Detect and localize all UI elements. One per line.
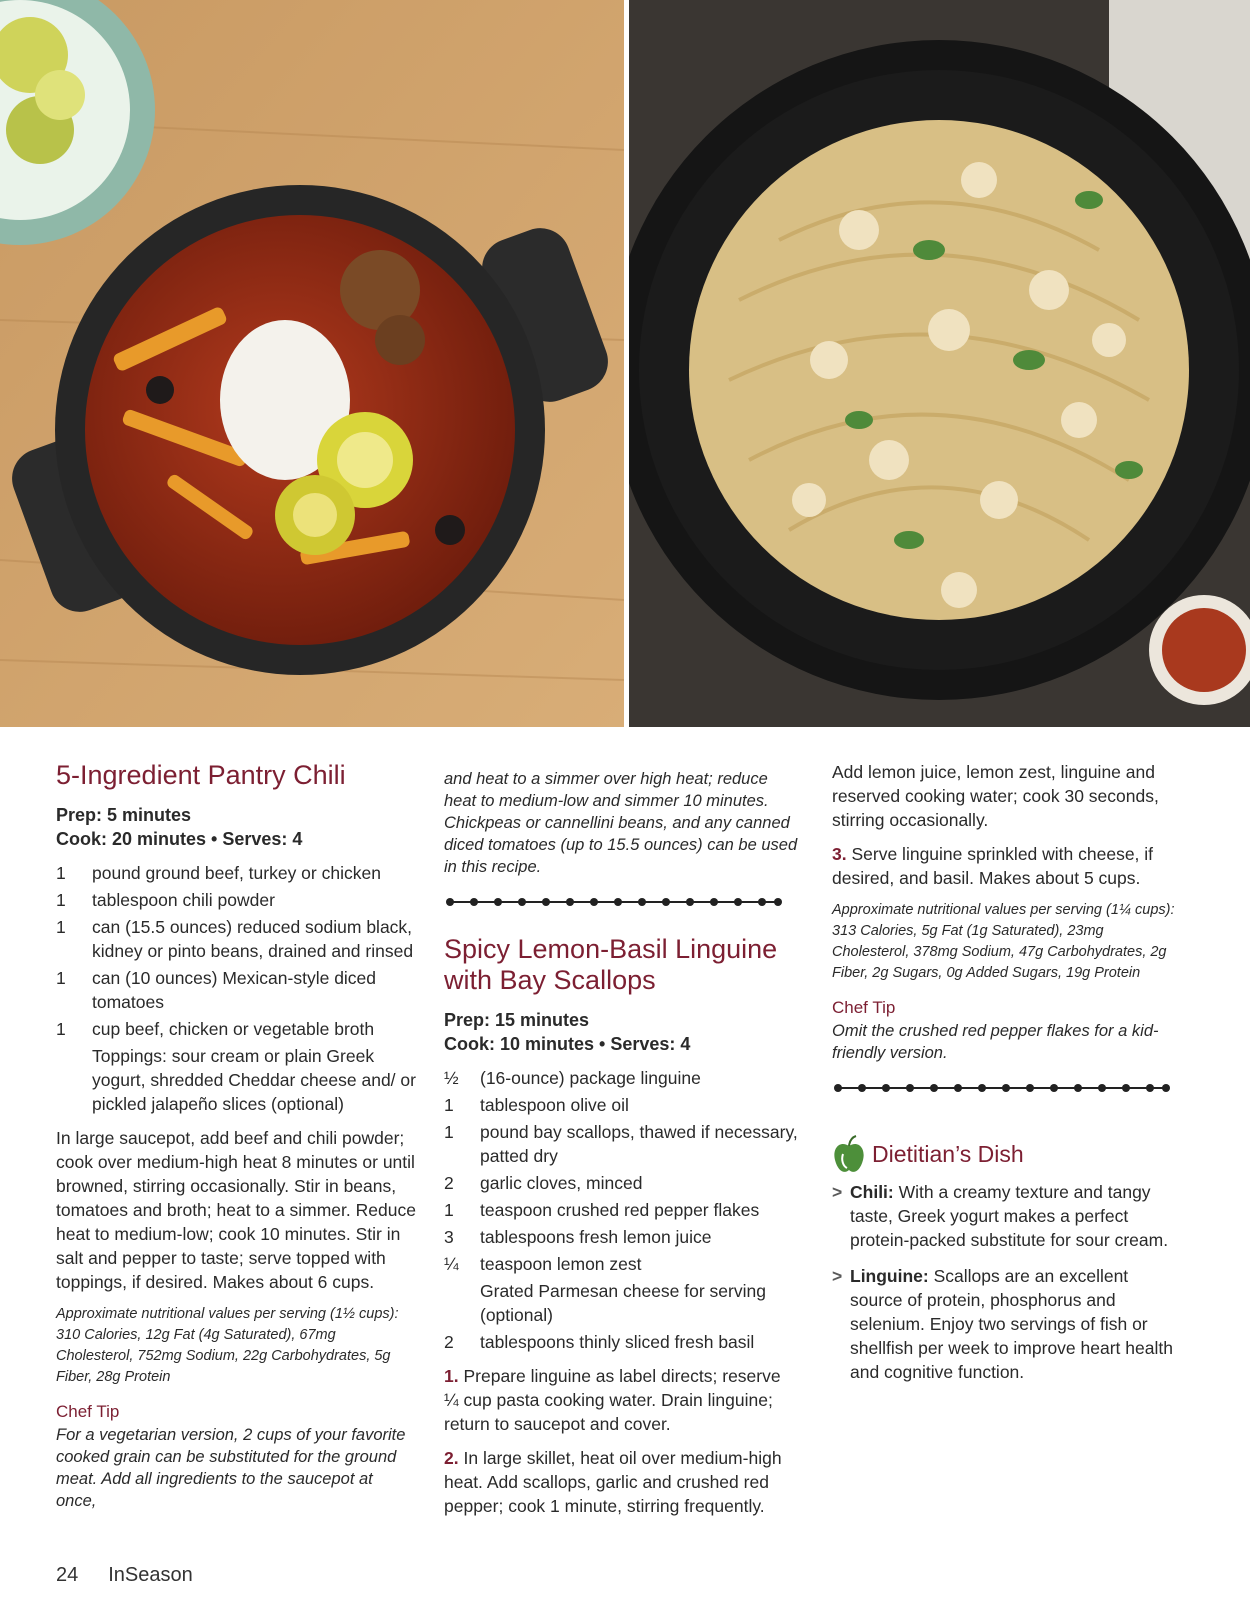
dietitian-header xyxy=(832,1134,1182,1174)
ingredient-qty: 2 xyxy=(444,1332,454,1352)
step-number: 3. xyxy=(832,844,847,864)
ingredient-qty xyxy=(444,1279,480,1327)
chili-cook: Cook: 20 minutes • Serves: 4 xyxy=(56,829,303,849)
chili-prep: Prep: 5 minutes xyxy=(56,805,192,825)
ingredient-row xyxy=(444,1279,799,1327)
step-number: 2. xyxy=(444,1448,459,1468)
linguine-tip: Omit the crushed red pepper flakes for a kid-friendly version. xyxy=(832,1022,1159,1062)
ingredient-text: Grated Parmesan cheese for serving (optional) xyxy=(480,1281,766,1325)
linguine-column xyxy=(444,768,799,1518)
ingredient-qty xyxy=(56,1044,92,1116)
linguine-step-2-continued: Add lemon juice, lemon zest, linguine and reserved cooking water; cook 30 seconds, stirring occasionally. xyxy=(832,762,1159,830)
ingredient-qty: ½ xyxy=(444,1068,459,1088)
chili-column xyxy=(56,760,416,1512)
ingredient-row xyxy=(56,1017,416,1041)
ingredient-row xyxy=(444,1066,799,1090)
chili-ingredients xyxy=(56,861,416,1116)
magazine-name: InSeason xyxy=(108,1564,193,1586)
page-number: 24 xyxy=(56,1564,79,1586)
ingredient-row xyxy=(444,1120,799,1168)
ingredient-qty: 3 xyxy=(444,1227,454,1247)
dietitian-title: Dietitian’s Dish xyxy=(872,1141,1024,1167)
ingredient-qty: 1 xyxy=(56,968,66,988)
ingredient-text: garlic cloves, minced xyxy=(480,1173,643,1193)
ingredient-text: pound bay scallops, thawed if necessary, patted dry xyxy=(480,1122,798,1166)
chevron-right-icon: > xyxy=(832,1182,843,1202)
dot-divider xyxy=(444,892,784,912)
ingredient-qty: 1 xyxy=(444,1200,454,1220)
ingredient-text: tablespoons thinly sliced fresh basil xyxy=(480,1332,755,1352)
dietitian-item xyxy=(832,1180,1182,1252)
step-text: Prepare linguine as label directs; reserve ¼ cup pasta cooking water. Drain linguine; return to saucepot and cover. xyxy=(444,1366,781,1434)
ingredient-row xyxy=(444,1225,799,1249)
dietitian-item-label: Chili: xyxy=(850,1182,894,1202)
linguine-step-3 xyxy=(832,842,1182,890)
dietitian-item-text: Scallops are an excellent source of protein, phosphorus and selenium. Enjoy two servings of fish or shellfish per week to improve heart health and cognitive function. xyxy=(850,1266,1173,1382)
ingredient-qty: 1 xyxy=(444,1122,454,1142)
linguine-prep: Prep: 15 minutes xyxy=(444,1010,590,1030)
ingredient-qty: 1 xyxy=(56,1019,66,1039)
dot-divider xyxy=(832,1078,1172,1098)
step-text: Serve linguine sprinkled with cheese, if desired, and basil. Makes about 5 cups. xyxy=(832,844,1154,888)
chili-tip: For a vegetarian version, 2 cups of your favorite cooked grain can be substituted for the ground meat. Add all ingredients to the saucepot at once, xyxy=(56,1426,406,1510)
ingredient-text: can (10 ounces) Mexican-style diced tomatoes xyxy=(92,968,377,1012)
chili-nutrition: Approximate nutritional values per serving (1½ cups): 310 Calories, 12g Fat (4g Saturated), 67mg Cholesterol, 752mg Sodium, 22g Carbohydrates, 5g Fiber, 28g Protein xyxy=(56,1306,399,1385)
ingredient-text: Toppings: sour cream or plain Greek yogurt, shredded Cheddar cheese and/ or pickled jalapeño slices (optional) xyxy=(92,1046,416,1114)
chili-tip-continued: and heat to a simmer over high heat; reduce heat to medium-low and simmer 10 minutes. Chickpeas or cannellini beans, and any canned diced tomatoes (up to 15.5 ounces) can be used in this recipe. xyxy=(444,770,798,876)
ingredient-text: can (15.5 ounces) reduced sodium black, kidney or pinto beans, drained and rinsed xyxy=(92,917,414,961)
ingredient-text: cup beef, chicken or vegetable broth xyxy=(92,1019,375,1039)
linguine-photo xyxy=(629,0,1250,727)
ingredient-row xyxy=(444,1252,799,1276)
third-column xyxy=(832,760,1182,1384)
linguine-step-1 xyxy=(444,1364,799,1436)
dietitian-item xyxy=(832,1264,1182,1384)
chili-title: 5-Ingredient Pantry Chili xyxy=(56,760,346,790)
ingredient-row xyxy=(56,915,416,963)
ingredient-qty: 1 xyxy=(56,917,66,937)
ingredient-qty: 1 xyxy=(56,863,66,883)
linguine-title: Spicy Lemon-Basil Linguine with Bay Scallops xyxy=(444,934,778,995)
linguine-ingredients xyxy=(444,1066,799,1354)
chili-photo xyxy=(0,0,624,727)
dietitian-item-text: With a creamy texture and tangy taste, Greek yogurt makes a perfect protein-packed substitute for sour cream. xyxy=(850,1182,1169,1250)
ingredient-text: (16-ounce) package linguine xyxy=(480,1068,701,1088)
ingredient-qty: 1 xyxy=(444,1095,454,1115)
ingredient-qty: 2 xyxy=(444,1173,454,1193)
ingredient-row xyxy=(444,1198,799,1222)
ingredient-text: tablespoon chili powder xyxy=(92,890,275,910)
linguine-tip-label: Chef Tip xyxy=(832,998,896,1017)
ingredient-row xyxy=(56,888,416,912)
ingredient-qty: ¼ xyxy=(444,1254,459,1274)
page-footer xyxy=(56,1564,193,1587)
apple-icon xyxy=(832,1134,866,1174)
ingredient-row xyxy=(444,1330,799,1354)
ingredient-row xyxy=(444,1093,799,1117)
step-text: In large skillet, heat oil over medium-high heat. Add scallops, garlic and crushed red pepper; cook 1 minute, stirring frequently. xyxy=(444,1448,782,1516)
ingredient-text: tablespoons fresh lemon juice xyxy=(480,1227,712,1247)
linguine-cook: Cook: 10 minutes • Serves: 4 xyxy=(444,1034,691,1054)
ingredient-row xyxy=(56,861,416,885)
linguine-step-2 xyxy=(444,1446,799,1518)
linguine-nutrition: Approximate nutritional values per serving (1¼ cups): 313 Calories, 5g Fat (1g Saturated), 23mg Cholesterol, 378mg Sodium, 47g Carbohydrates, 2g Fiber, 2g Sugars, 0g Added Sugars, 19g Protein xyxy=(832,902,1175,981)
chevron-right-icon: > xyxy=(832,1266,843,1286)
ingredient-row xyxy=(56,966,416,1014)
ingredient-text: pound ground beef, turkey or chicken xyxy=(92,863,381,883)
ingredient-text: tablespoon olive oil xyxy=(480,1095,629,1115)
chili-tip-label: Chef Tip xyxy=(56,1402,120,1421)
step-number: 1. xyxy=(444,1366,459,1386)
chili-directions: In large saucepot, add beef and chili powder; cook over medium-high heat 8 minutes or until browned, stirring occasionally. Stir in beans, tomatoes and broth; heat to a simmer. Reduce heat to medium-low; cook 10 minutes. Stir in salt and pepper to taste; serve topped with toppings, if desired. Makes about 6 cups. xyxy=(56,1128,416,1292)
ingredient-row xyxy=(444,1171,799,1195)
ingredient-text: teaspoon crushed red pepper flakes xyxy=(480,1200,760,1220)
dietitian-item-label: Linguine: xyxy=(850,1266,929,1286)
ingredient-row xyxy=(56,1044,416,1116)
ingredient-qty: 1 xyxy=(56,890,66,910)
ingredient-text: teaspoon lemon zest xyxy=(480,1254,642,1274)
